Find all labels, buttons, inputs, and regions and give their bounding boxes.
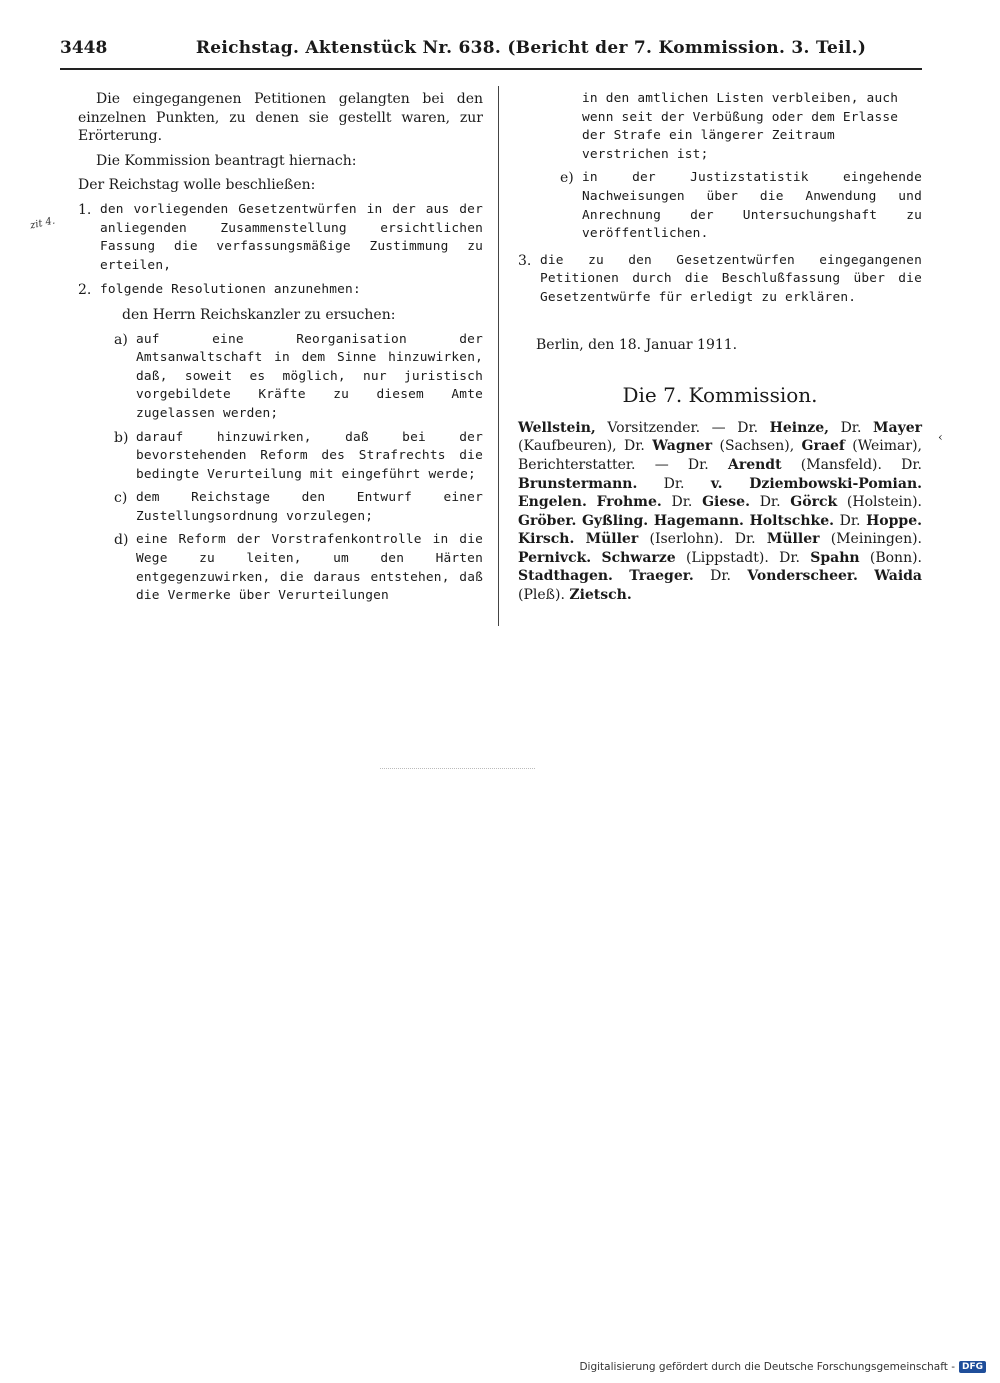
- scan-artifact-line: [380, 768, 535, 769]
- member-text: (Bonn).: [859, 549, 922, 566]
- member-name: Traeger.: [629, 568, 694, 585]
- right-column: [518, 90, 922, 605]
- column-divider: [498, 86, 499, 626]
- member-name: v. Dziembowski-Pomian.: [710, 475, 922, 492]
- paragraph-kommission: Die Kommission beantragt hiernach:: [96, 152, 357, 169]
- member-text: Dr.: [833, 512, 867, 529]
- member-text: Dr.: [661, 494, 703, 511]
- member-name: Vonderscheer.: [747, 568, 858, 585]
- member-text: (Mansfeld). Dr.: [781, 456, 922, 473]
- member-name: Kirsch.: [518, 531, 575, 548]
- member-text: Dr.: [749, 494, 791, 511]
- member-name: Waida: [874, 568, 923, 585]
- member-name: Gröber.: [518, 512, 577, 529]
- member-name: Spahn: [810, 549, 860, 566]
- item-text: den vorliegenden Gesetzentwürfen in der aus der anliegenden Zusammenstellung ersichtlichen Fassung die verfassungsmäßige Zustimmung zu erteilen,: [100, 201, 483, 273]
- resolution-list: [78, 331, 483, 606]
- running-title: Reichstag. Aktenstück Nr. 638. (Bericht der 7. Kommission. 3. Teil.): [195, 38, 867, 58]
- item-text: die zu den Gesetzentwürfen eingegangenen Petitionen durch die Beschlußfassung über die Gesetzentwürfe für erledigt zu erklären.: [540, 252, 922, 305]
- paragraph-petitions: Die eingegangenen Petitionen gelangten bei den einzelnen Punkten, zu denen sie gestellt waren, zur Erörterung.: [78, 91, 483, 145]
- member-name: Mayer: [873, 419, 922, 436]
- member-name: Arendt: [727, 456, 782, 473]
- member-text: [858, 568, 874, 584]
- member-text: Dr.: [637, 475, 711, 492]
- signature-heading: Die 7. Kommission.: [622, 383, 818, 408]
- member-text: (Kaufbeuren), Dr.: [518, 438, 653, 455]
- item-label: 1.: [78, 201, 92, 218]
- member-text: (Meiningen).: [819, 531, 923, 548]
- member-text: (Sachsen),: [712, 438, 802, 455]
- member-name: Brunstermann.: [518, 475, 638, 492]
- item-text: darauf hinzuwirken, daß bei der bevorstehenden Reform des Strafrechts die bedingte Verurteilung mit eingeführt werde;: [136, 429, 483, 482]
- stray-mark: ‹: [938, 430, 943, 444]
- list-item: [114, 531, 483, 605]
- list-item: [114, 489, 483, 526]
- member-name: Graef: [801, 438, 845, 455]
- member-name: Müller: [585, 531, 639, 548]
- member-name: Pernivck.: [518, 549, 592, 566]
- footer-text: Digitalisierung gefördert durch die Deutsche Forschungsgemeinschaft -: [579, 1361, 955, 1373]
- list-item: [78, 281, 483, 300]
- member-text: Vorsitzender. — Dr.: [595, 419, 770, 436]
- list-item: [114, 429, 483, 485]
- member-name: Hagemann.: [653, 512, 744, 529]
- member-text: (Iserlohn). Dr.: [638, 531, 767, 548]
- list-item: [114, 331, 483, 424]
- member-name: Holtschke.: [749, 512, 834, 529]
- member-name: Giese.: [702, 494, 750, 511]
- member-text: (Holstein).: [837, 494, 923, 511]
- item-text: in der Justizstatistik eingehende Nachweisungen über die Anwendung und Anrechnung der Untersuchungshaft zu veröffentlichen.: [582, 170, 922, 242]
- member-name: Stadthagen.: [518, 568, 613, 585]
- item-text: auf eine Reorganisation der Amtsanwaltschaft in dem Sinne hinzuwirken, daß, soweit es möglich, nur juristisch vorgebildete Kräfte zu diesem Amte zugelassen werden;: [136, 331, 483, 421]
- margin-note: zit 4.: [29, 215, 57, 232]
- item-label: 2.: [78, 282, 92, 299]
- member-text: Dr.: [693, 568, 748, 585]
- member-name: Heinze,: [769, 419, 830, 436]
- member-name: Müller: [766, 531, 820, 548]
- list-item: [518, 252, 922, 308]
- item-label: e): [560, 170, 574, 187]
- list-item: [518, 169, 922, 243]
- member-name: Wellstein,: [518, 419, 596, 436]
- list-item: [78, 201, 483, 275]
- item-text: dem Reichstage den Entwurf einer Zustellungsordnung vorzulegen;: [136, 490, 483, 524]
- resolution-intro: den Herrn Reichskanzler zu ersuchen:: [122, 306, 396, 323]
- footer-credit: [579, 1361, 986, 1373]
- member-name: Zietsch.: [569, 587, 632, 604]
- paragraph-beschliessen: Der Reichstag wolle beschließen:: [78, 177, 316, 194]
- member-text: (Lippstadt). Dr.: [675, 549, 811, 566]
- member-text: (Pleß).: [518, 587, 570, 604]
- item-continuation: in den amtlichen Listen verbleiben, auch wenn seit der Verbüßung oder dem Erlasse der Strafe ein längerer Zeitraum verstrichen ist;: [582, 91, 899, 162]
- member-name: Engelen.: [518, 494, 587, 511]
- member-text: (Weimar), Berichterstatter. — Dr.: [518, 438, 922, 473]
- member-name: Hoppe.: [866, 512, 922, 529]
- item-label: 3.: [518, 252, 532, 269]
- item-text: folgende Resolutionen anzunehmen:: [100, 282, 361, 298]
- left-column: [78, 90, 483, 611]
- member-text: [613, 568, 629, 584]
- item-label: a): [114, 331, 128, 348]
- member-text: [591, 550, 601, 566]
- member-name: Schwarze: [601, 549, 676, 566]
- page-header: [60, 38, 922, 64]
- date-line: Berlin, den 18. Januar 1911.: [536, 336, 738, 353]
- member-name: Gyßling.: [581, 512, 649, 529]
- item-text: eine Reform der Vorstrafenkontrolle in die Wege zu leiten, um den Härten entgegenzuwirken, die daraus entstehen, daß die Vermerke über Verurteilungen: [136, 532, 483, 604]
- header-rule: [60, 68, 922, 70]
- member-name: Görck: [790, 494, 838, 511]
- dfg-logo-icon: DFG: [959, 1361, 986, 1373]
- member-name: Wagner: [652, 438, 713, 455]
- member-text: [587, 494, 597, 510]
- page-number: 3448: [60, 38, 108, 58]
- item-label: d): [114, 532, 129, 549]
- member-list: [518, 419, 922, 605]
- member-text: [574, 531, 585, 547]
- member-name: Frohme.: [596, 494, 662, 511]
- item-label: b): [114, 429, 129, 446]
- item-label: c): [114, 490, 128, 507]
- member-text: Dr.: [829, 419, 873, 436]
